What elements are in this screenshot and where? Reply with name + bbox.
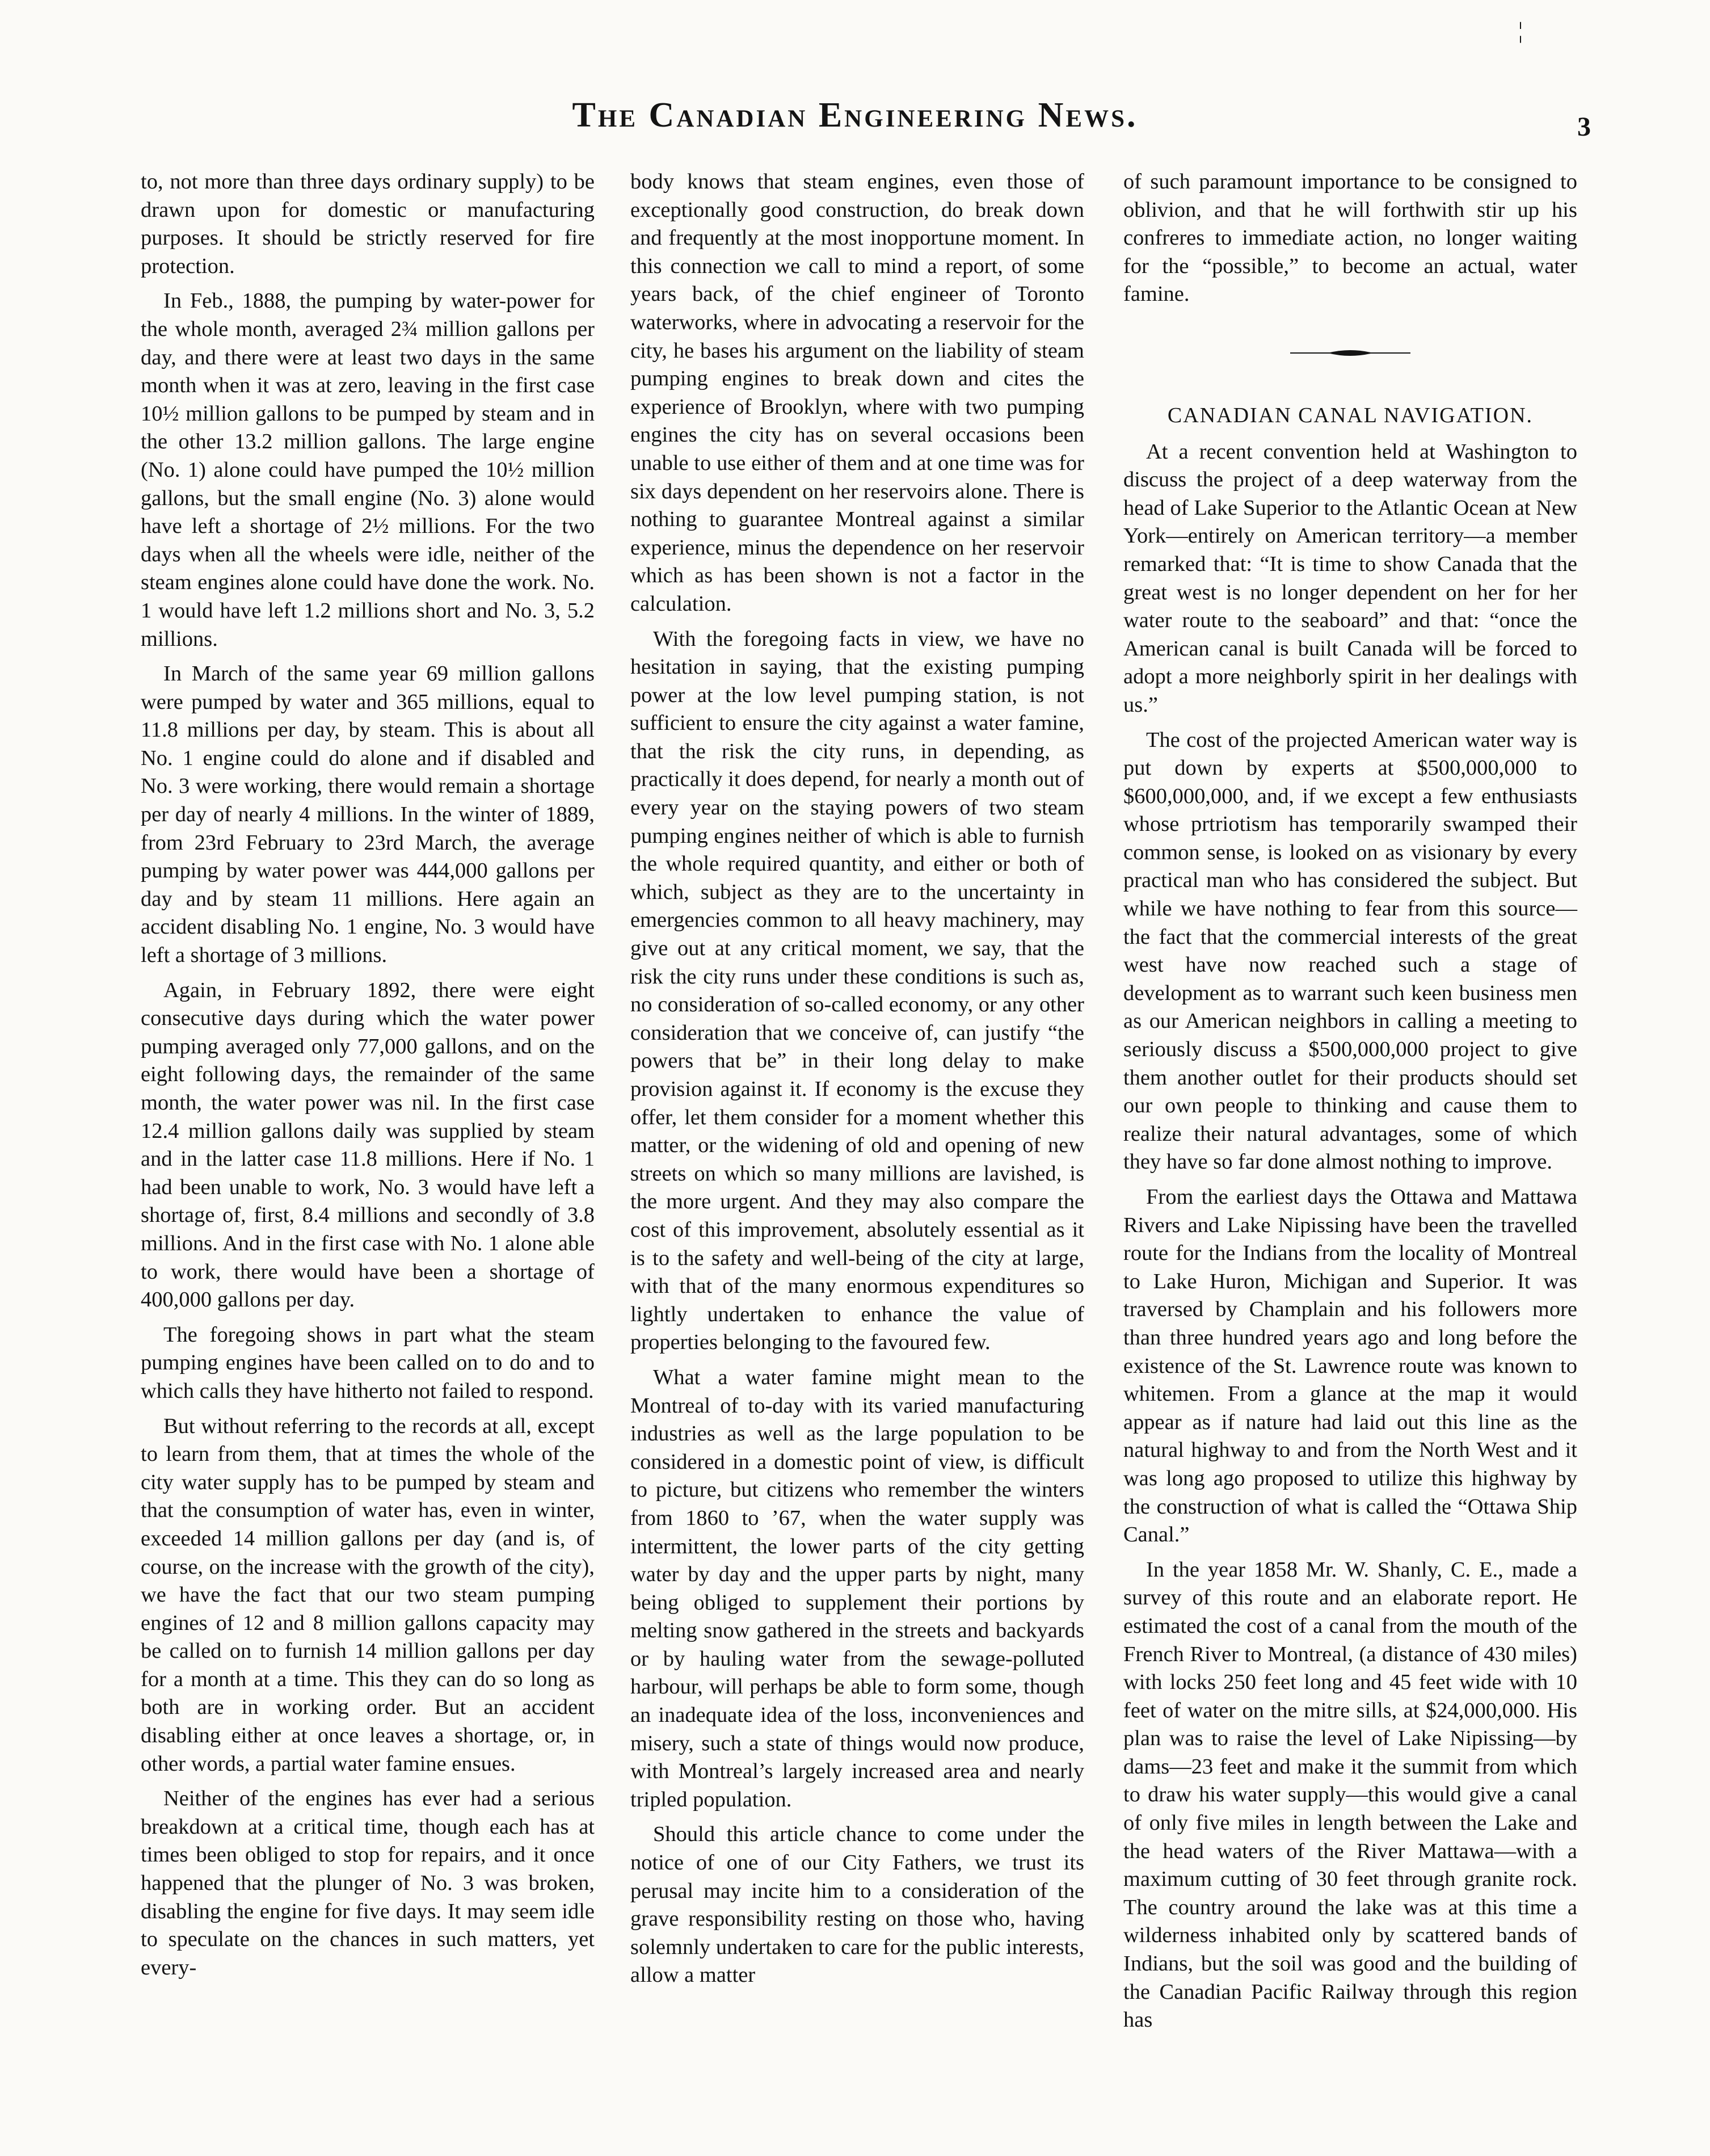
paragraph: body knows that steam engines, even those of exceptionally good construction, do break down and frequently at the most inopportune moment. In this connection we call to mind a report, of some years back, of the chief engineer of Toronto waterworks, where in advocating a reservoir for the city, he bases his argument on the liability of steam pumping engines to break down and cites the experience of Brooklyn, where with two pumping engines the city has on several occasions been unable to use either of them and at one time was for six days dependent on her reservoirs alone. There is nothing to guarantee Montreal against a similar experience, minus the dependence on her reservoir which as has been shown is not a factor in the calculation. [630, 170, 1084, 616]
paragraph: At a recent convention held at Washington to discuss the project of a deep waterway from the head of Lake Superior to the Atlantic Ocean at New York—entirely on American territory—a member remarked that: “It is time to show Canada that the great west is no longer dependent on her for her water route to the seaboard” and that: “once the American canal is built Canada will be forced to adopt a more neighborly spirit in her dealings with us.” [1123, 439, 1577, 717]
paragraph: In the year 1858 Mr. W. Shanly, C. E., made a survey of this route and an elaborate report. He estimated the cost of a canal from the mouth of the French River to Montreal, (a distance of 430 miles) with locks 250 feet long and 45 feet wide with 10 feet of water on the mitre sills, at $24,000,000. His plan was to raise the level of Lake Nipissing—by dams—23 feet and make it the summit from which to draw his water supply—this would give a canal of only five miles in length between the Lake and the head waters of the River Mattawa—with a maximum cutting of 30 feet through granite rock. The country around the lake was at this time a wilderness inhabited only by scattered bands of Indians, but the soil was good and the building of the Canadian Pacific Railway through this region has [1123, 1557, 1577, 2032]
paragraph: Should this article chance to come under the notice of one of our City Fathers, we trust its perusal may incite him to a consideration of the grave responsibility resting on those who, having solemnly undertaken to care for the public interests, allow a matter [630, 1822, 1084, 1987]
column-2 [630, 168, 1084, 1997]
page-number: 3 [1577, 112, 1591, 142]
section-divider-ornament [1123, 348, 1577, 358]
paragraph: What a water famine might mean to the Montreal of to-day with its varied manufacturing industries as well as the large population to be considered in a domestic point of view, is difficult to picture, but citizens who remember the winters from 1860 to ’67, when the water supply was intermittent, the lower parts of the city getting water by day and the upper parts by night, many being obliged to supplement their portions by melting snow gathered in the streets and backyards or by hauling water from the sewage-polluted harbour, will perhaps be able to form some, though an inadequate idea of the loss, inconveniences and misery, such a state of things would now produce, with Montreal’s largely increased area and nearly tripled population. [630, 1365, 1084, 1812]
paragraph: The foregoing shows in part what the steam pumping engines have been called on to do and to which calls they have hitherto not failed to respond. [141, 1322, 595, 1403]
paragraph: But without referring to the records at all, except to learn from them, that at times the whole of the city water supply has to be pumped by steam and that the consumption of water has, even in winter, exceeded 14 million gallons per day (and is, of course, on the increase with the growth of the city), we have the fact that our two steam pumping engines of 12 and 8 million gallons capacity may be called on to furnish 14 million gallons per day for a month at a time. This they can do so long as both are in working order. But an accident disabling either at once leaves a shortage, or, in other words, a partial water famine ensues. [141, 1414, 595, 1776]
paragraph: In Feb., 1888, the pumping by water-power for the whole month, averaged 2¾ million gallons per day, and there were at least two days in the same month when it was at zero, leaving in the first case 10½ million gallons to be pumped by steam and in the other 13.2 million gallons. The large engine (No. 1) alone could have pumped the 10½ million gallons, but the small engine (No. 3) alone would have left a shortage of 2½ millions. For the two days when all the wheels were idle, neither of the steam engines alone could have done the work. No. 1 would have left 1.2 millions short and No. 3, 5.2 millions. [141, 289, 595, 651]
paragraph: The cost of the projected American water way is put down by experts at $500,000,000 to $600,000,000, and, if we except a few enthusiasts whose prtriotism has temporarily swamped their common sense, is looked on as visionary by every practical man who has considered the subject. But while we have nothing to fear from this source—the fact that the commercial interests of the great west have now reached such a stage of development as to warrant such keen business men as our American neighbors in calling a meeting to seriously discuss a $500,000,000 project to give them another outlet for their products should set our own people to thinking and cause them to realize their natural advantages, some of which they have so far done almost nothing to improve. [1123, 728, 1577, 1174]
article-headline: CANADIAN CANAL NAVIGATION. [1167, 403, 1534, 427]
column-3 [1123, 168, 1577, 2041]
paragraph: Again, in February 1892, there were eight consecutive days during which the water power pumping averaged only 77,000 gallons, and on the eight following days, the remainder of the same month, the water power was nil. In the first case 12.4 million gallons daily was supplied by steam and in the latter case 11.8 millions. Here if No. 1 had been unable to work, No. 3 would have left a shortage of, first, 8.4 millions and secondly of 3.8 millions. And in the first case with No. 1 alone able to work, there would have been a shortage of 400,000 gallons per day. [141, 978, 595, 1312]
paragraph: In March of the same year 69 million gallons were pumped by water and 365 millions, equal to 11.8 millions per day, by steam. This is about all No. 1 engine could do alone and if disabled and No. 3 were working, there would remain a shortage per day of nearly 4 millions. In the winter of 1889, from 23rd February to 23rd March, the average pumping by water power was 444,000 gallons per day and by steam 11 millions. Here again an accident disabling No. 1 engine, No. 3 would have left a shortage of 3 millions. [141, 662, 595, 968]
column-1 [141, 168, 595, 1989]
paragraph: to, not more than three days ordinary supply) to be drawn upon for domestic or manufacturing purposes. It should be strictly reserved for fire protection. [141, 170, 595, 278]
paragraph: Neither of the engines has ever had a serious breakdown at a critical time, though each has at times been obliged to stop for repairs, and it once happened that the plunger of No. 3 was broken, disabling the engine for five days. It may seem idle to speculate on the chances in such matters, yet every- [141, 1787, 595, 1980]
masthead-title: The Canadian Engineering News. [572, 96, 1138, 135]
margin-mark: ¦ [1518, 18, 1523, 43]
paragraph: With the foregoing facts in view, we have no hesitation in saying, that the existing pumping power at the low level pumping station, is not sufficient to ensure the city against a water famine, that the risk the city runs, in depending, as practically it does depend, for nearly a month out of every year on the staying powers of two steam pumping engines neither of which is able to furnish the whole required quantity, and either or both of which, subject as they are to the uncertainty in emergencies common to all heavy machinery, may give out at any critical moment, we say, that the risk the city runs under these conditions is such as, no consideration of so-called economy, or any other consideration that we conceive of, can justify “the powers that be” in their long delay to make provision against it. If economy is the excuse they offer, let them consider for a moment whether this matter, or the widening of old and opening of new streets on which so many millions are lavished, is the more urgent. And they may also compare the cost of this improvement, absolutely essential as it is to the safety and well-being of the city at large, with that of the many enormous expenditures so lightly undertaken to enhance the value of properties belonging to the favoured few. [630, 627, 1084, 1355]
paragraph: From the earliest days the Ottawa and Mattawa Rivers and Lake Nipissing have been the travelled route for the Indians from the locality of Montreal to Lake Huron, Michigan and Superior. It was traversed by Champlain and his followers more than three hundred years ago and long before the existence of the St. Lawrence route was known to whitemen. From a glance at the map it would appear as if nature had laid out this line as the natural highway to and from the North West and it was long ago proposed to utilize this highway by the construction of what is called the “Ottawa Ship Canal.” [1123, 1185, 1577, 1547]
paragraph: of such paramount importance to be consigned to oblivion, and that he will forthwith stir up his confreres to immediate action, no longer waiting for the “possible,” to become an actual, water famine. [1123, 170, 1577, 306]
